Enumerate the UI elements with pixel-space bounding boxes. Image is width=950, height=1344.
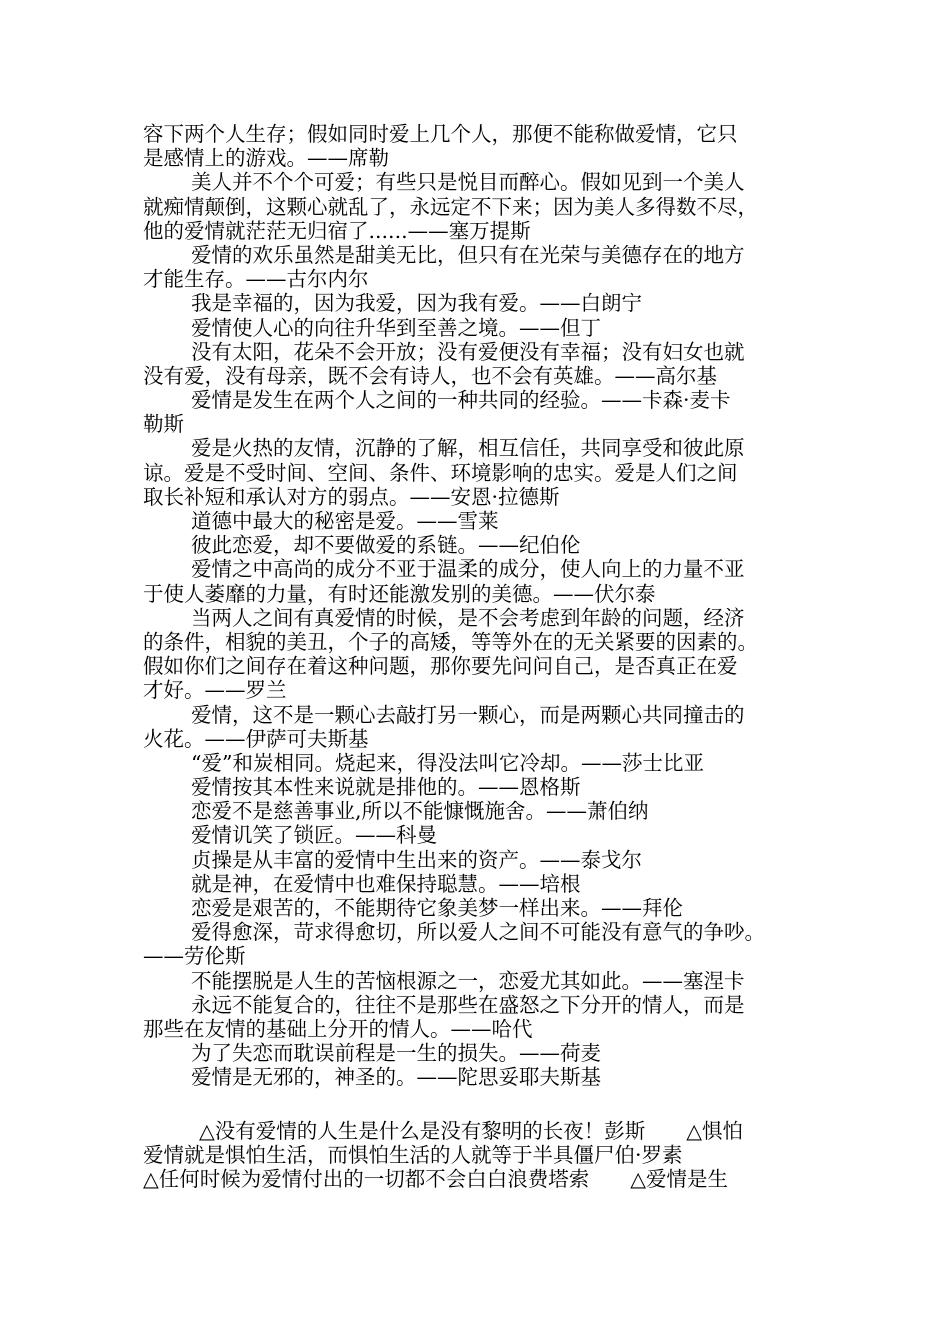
text-line: 他的爱情就茫茫无归宿了......——塞万提斯 [143, 218, 531, 243]
text-line: 取长补短和承认对方的弱点。——安恩·拉德斯 [143, 484, 560, 509]
text-line: 爱情讥笑了锁匠。——科曼 [191, 823, 437, 848]
text-line: 爱是火热的友情，沉静的了解，相互信任，共同享受和彼此原 [191, 436, 745, 461]
text-line: ——劳伦斯 [143, 944, 246, 969]
triangle-line: 爱情就是惧怕生活，而惧怕生活的人就等于半具僵尸伯·罗素 [143, 1142, 683, 1167]
text-line: 那些在友情的基础上分开的情人。——哈代 [143, 1016, 533, 1041]
text-line: 爱情之中高尚的成分不亚于温柔的成分，使人向上的力量不亚 [191, 557, 745, 582]
text-line: “爱”和炭相同。烧起来，得没法叫它冷却。——莎士比亚 [191, 750, 704, 775]
text-line: 是感情上的游戏。——席勒 [143, 146, 389, 171]
text-line: 没有爱，没有母亲，既不会有诗人，也不会有英雄。——高尔基 [143, 363, 717, 388]
text-line: 彼此恋爱，却不要做爱的系链。——纪伯伦 [191, 533, 581, 558]
text-line: 才能生存。——古尔内尔 [143, 267, 369, 292]
text-line: 于使人萎靡的力量，有时还能激发别的美德。——伏尔泰 [143, 581, 656, 606]
text-line: 的条件，相貌的美丑，个子的高矮，等等外在的无关紧要的因素的。 [143, 629, 758, 654]
text-line: 恋爱不是慈善事业,所以不能慷慨施舍。——萧伯纳 [191, 799, 649, 824]
text-line: 谅。爱是不受时间、空间、条件、环境影响的忠实。爱是人们之间 [143, 460, 738, 485]
text-line: 爱情是无邪的，神圣的。——陀思妥耶夫斯基 [191, 1065, 601, 1090]
text-line: 没有太阳，花朵不会开放；没有爱便没有幸福；没有妇女也就 [191, 339, 745, 364]
text-line: 当两人之间有真爱情的时候，是不会考虑到年龄的问题，经济 [191, 605, 745, 630]
text-line: 爱情是发生在两个人之间的一种共同的经验。——卡森·麦卡 [191, 388, 731, 413]
text-line: 爱得愈深，苛求得愈切，所以爱人之间不可能没有意气的争吵。 [191, 920, 765, 945]
text-line: 美人并不个个可爱；有些只是悦目而醉心。假如见到一个美人 [191, 170, 745, 195]
text-line: 假如你们之间存在着这种问题，那你要先问问自己，是否真正在爱 [143, 654, 738, 679]
text-line: 容下两个人生存；假如同时爱上几个人，那便不能称做爱情，它只 [143, 122, 738, 146]
triangle-line: △没有爱情的人生是什么是没有黎明的长夜！彭斯 △惧怕 [199, 1118, 744, 1143]
text-line: 不能摆脱是人生的苦恼根源之一，恋爱尤其如此。——塞涅卡 [191, 968, 745, 993]
text-line: 永远不能复合的，往往不是那些在盛怒之下分开的情人，而是 [191, 992, 745, 1017]
text-line: 火花。——伊萨可夫斯基 [143, 726, 369, 751]
text-line: 爱情的欢乐虽然是甜美无比，但只有在光荣与美德存在的地方 [191, 242, 745, 267]
paragraph-gap [143, 1090, 815, 1119]
text-line: 爱情，这不是一颗心去敲打另一颗心，而是两颗心共同撞击的 [191, 702, 745, 727]
text-line: 贞操是从丰富的爱情中生出来的资产。——泰戈尔 [191, 847, 642, 872]
text-line: 爱情使人心的向往升华到至善之境。——但丁 [191, 315, 601, 340]
text-line: 就是神，在爱情中也难保持聪慧。——培根 [191, 871, 581, 896]
text-line: 才好。——罗兰 [143, 678, 287, 703]
text-line: 为了失恋而耽误前程是一生的损失。——荷麦 [191, 1041, 601, 1066]
triangle-line: △任何时候为爱情付出的一切都不会白白浪费塔索 △爱情是生 [143, 1166, 729, 1191]
text-line: 爱情按其本性来说就是排他的。——恩格斯 [191, 775, 581, 800]
text-line: 恋爱是艰苦的，不能期待它象美梦一样出来。——拜伦 [191, 896, 683, 920]
text-line: 我是幸福的，因为我爱，因为我有爱。——白朗宁 [191, 291, 642, 316]
text-line: 道德中最大的秘密是爱。——雪莱 [191, 509, 499, 533]
text-line: 勒斯 [143, 412, 184, 437]
text-line: 就痴情颠倒，这颗心就乱了，永远定不下来；因为美人多得数不尽， [143, 194, 758, 219]
document-body [143, 122, 815, 1191]
